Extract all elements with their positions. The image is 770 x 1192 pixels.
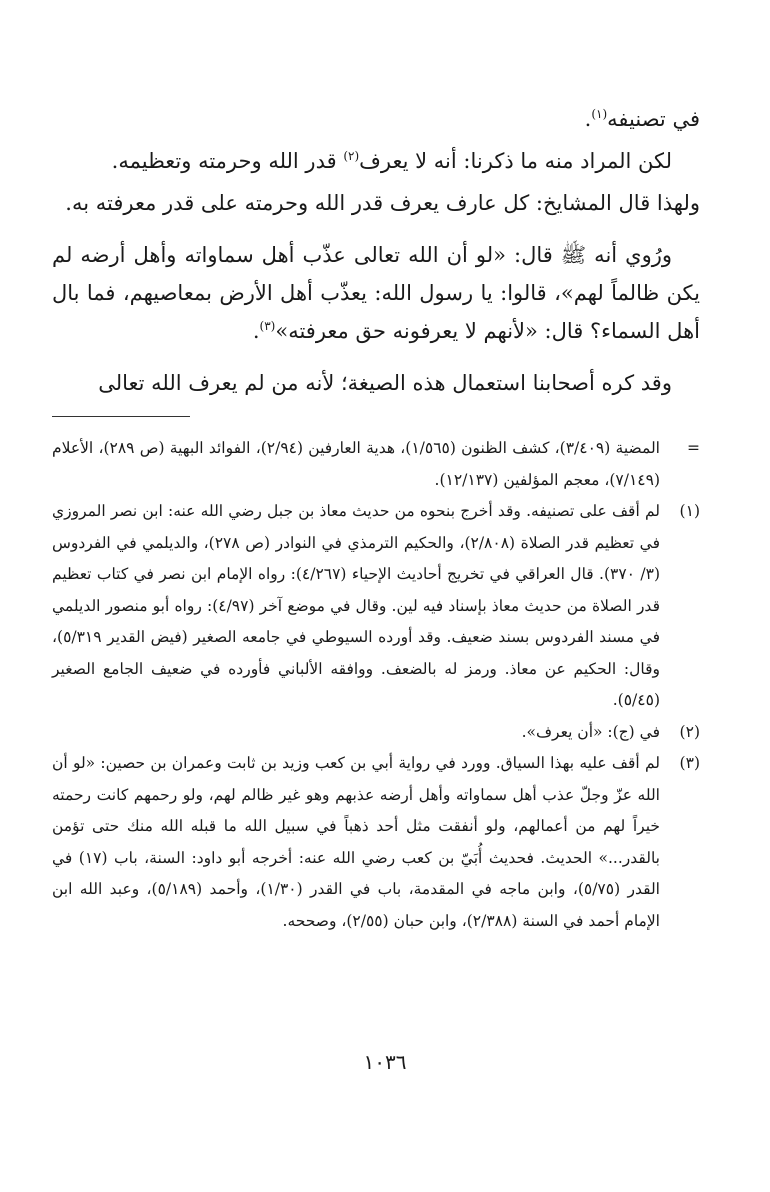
paragraph-1-text: في تصنيفه [607,107,700,131]
paragraph-4-end: . [252,319,260,343]
paragraph-2 [52,142,700,180]
footnote-2-number: (٢) [679,722,700,741]
paragraph-4-text: ورُوي أنه ﷺ قال: «لو أن الله تعالى عذّب أهل سماواته وأهل أرضه لم يكن ظالماً لهم»، قالوا: يا رسول الله: يعذّب أهل الأرض بمعاصيهم، فما بال أهل السماء؟ قال: «لأنهم لا يعرفونه حق معرفته» [52,243,700,343]
paragraph-1-end: . [584,107,592,131]
footnote-1-number: (١) [679,502,700,520]
main-text [52,100,700,402]
paragraph-2-text-a: لكن المراد منه ما ذكرنا: أنه لا يعرف [359,149,672,173]
paragraph-4 [52,236,700,350]
footnote-continuation [52,433,700,496]
page-body [52,100,700,937]
continuation-marker: = [687,439,700,457]
footnote-1 [52,496,700,717]
footnote-3 [52,748,700,937]
paragraph-3: ولهذا قال المشايخ: كل عارف يعرف قدر الله وحرمته على قدر معرفته به. [65,191,700,215]
footnote-3-number: (٣) [679,754,700,772]
paragraph-1 [52,100,700,138]
paragraph-2-text-b: قدر الله وحرمته وتعظيمه. [111,149,344,173]
footnote-separator-wrap [52,416,700,417]
footnotes [52,433,700,937]
footnote-3-text: لم أقف عليه بهذا السياق. وورد في رواية أبي بن كعب وزيد بن ثابت وعمران بن حصين: «لو أن الله عزّ وجلّ عذب أهل سماواته وأهل أرضه عذبهم وهو غير ظالم لهم، ولو رحمهم كانت رحمته خيراً لهم من أعمالهم، ولو أنفقت مثل أحد ذهباً في سبيل الله ما قبله الله منك حتى تؤمن بالقدر...» الحديث. فحديث أُبَيّ بن كعب رضي الله عنه: أخرجه أبو داود: السنة، باب (١٧) في القدر (٥/٧٥)، وابن ماجه في المقدمة، باب في القدر (١/٣٠)، وأحمد (٥/١٨٩)، وعبد الله ابن الإمام أحمد في السنة (٢/٣٨٨)، وابن حبان (٢/٥٥)، وصححه. [52,754,660,930]
footnote-separator [52,416,190,417]
continuation-text: المضية (٣/٤٠٩)، كشف الظنون (١/٥٦٥)، هدية العارفين (٢/٩٤)، الفوائد البهية (ص ٢٨٩)، الأعلام (٧/١٤٩)، معجم المؤلفين (١٢/١٣٧). [52,439,660,489]
page-number: ١٠٣٦ [363,1050,407,1074]
footnote-2-text: في (ج): «أن يعرف». [521,722,660,741]
footnote-ref-1[interactable]: (١) [591,107,608,121]
footnote-1-text: لم أقف على تصنيفه. وقد أخرج بنحوه من حديث معاذ بن جبل رضي الله عنه: ابن نصر المروزي في تعظيم قدر الصلاة (٢/٨٠٨)، والحكيم الترمذي في النوادر (ص ٢٧٨)، والديلمي في الفردوس (٣/ ٣٧٠). قال العراقي في تخريج أحاديث الإحياء (٤/٢٦٧): رواه الإمام ابن نصر في كتاب تعظيم قدر الصلاة من حديث معاذ بإسناد فيه لين. وقال في موضع آخر (٤/٩٧): رواه أبو منصور الديلمي في مسند الفردوس بسند ضعيف. وقد أورده السيوطي في جامعه الصغير (فيض القدير ٥/٣١٩)، وقال: الحكيم عن معاذ. ورمز له بالضعف. ووافقه الألباني فأورده في ضعيف الجامع الصغير (٥/٤٥). [52,502,660,709]
footnote-ref-2[interactable]: (٢) [343,149,360,163]
footnote-2 [52,717,700,749]
footnote-ref-3[interactable]: (٣) [259,319,276,333]
paragraph-5: وقد كره أصحابنا استعمال هذه الصيغة؛ لأنه من لم يعرف الله تعالى [98,371,672,395]
